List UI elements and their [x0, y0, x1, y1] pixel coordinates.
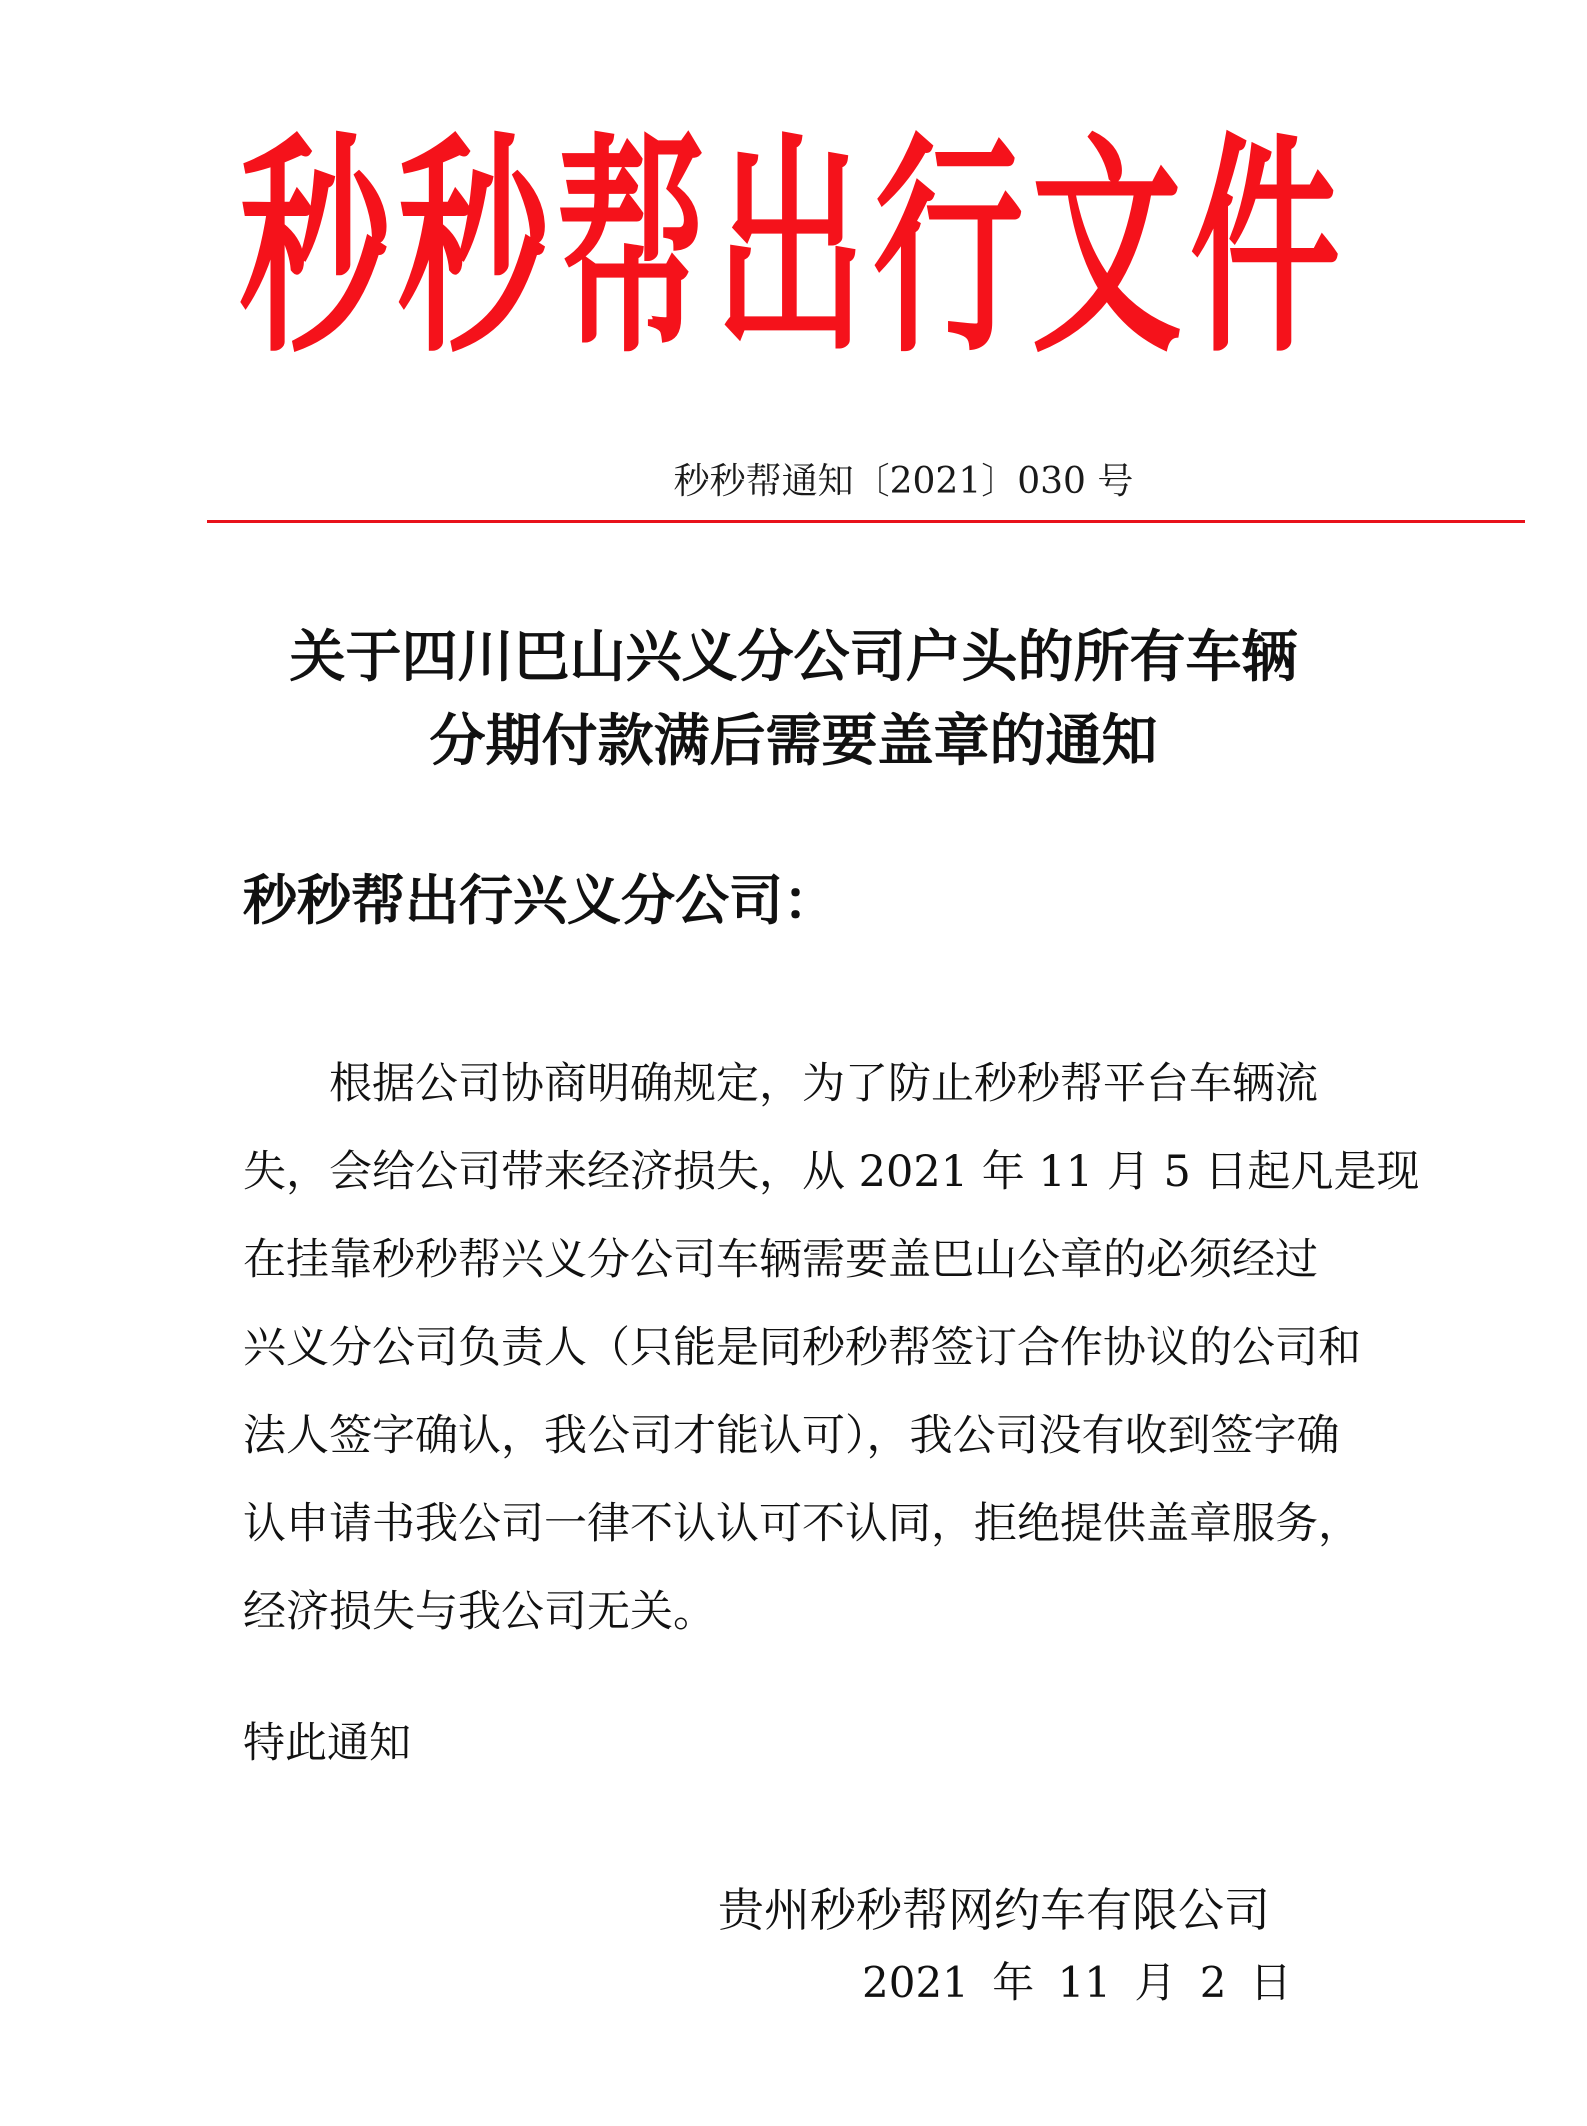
salutation: 秒秒帮出行兴义分公司： — [243, 868, 837, 932]
body-line: 法人签字确认，我公司才能认可），我公司没有收到签字确 — [243, 1411, 1340, 1461]
document-number: 秒秒帮通知〔2021〕030 号 — [673, 461, 1134, 502]
body-line: 在挂靠秒秒帮兴义分公司车辆需要盖巴山公章的必须经过 — [243, 1235, 1318, 1285]
signature-company: 贵州秒秒帮网约车有限公司 — [718, 1883, 1270, 1937]
notice-title-line-2: 分期付款满后需要盖章的通知 — [429, 708, 1158, 774]
masthead-title — [240, 115, 1340, 385]
body-line: 认申请书我公司一律不认认可不认同，拒绝提供盖章服务， — [243, 1499, 1361, 1549]
body-paragraph — [243, 1040, 1420, 1656]
notice-title-line-1: 关于四川巴山兴义分公司户头的所有车辆 — [289, 624, 1298, 690]
body-line: 根据公司协商明确规定，为了防止秒秒帮平台车辆流 — [329, 1059, 1318, 1109]
signature-date: 2021 年 11 月 2 日 — [862, 1958, 1292, 2007]
masthead-char: 秒 — [398, 115, 549, 385]
red-divider — [207, 520, 1525, 523]
notice-title — [0, 615, 1587, 783]
masthead-char: 行 — [873, 115, 1024, 385]
closing-remark: 特此通知 — [243, 1718, 412, 1767]
masthead-char: 文 — [1031, 115, 1182, 385]
body-line: 兴义分公司负责人（只能是同秒秒帮签订合作协议的公司和 — [243, 1323, 1361, 1373]
masthead-char: 帮 — [556, 115, 707, 385]
body-line: 失，会给公司带来经济损失，从 2021 年 11 月 5 日起凡是现 — [243, 1147, 1420, 1197]
masthead-char: 秒 — [240, 115, 391, 385]
masthead-char: 出 — [714, 115, 865, 385]
body-line: 经济损失与我公司无关。 — [243, 1587, 716, 1637]
masthead-char: 件 — [1189, 115, 1340, 385]
